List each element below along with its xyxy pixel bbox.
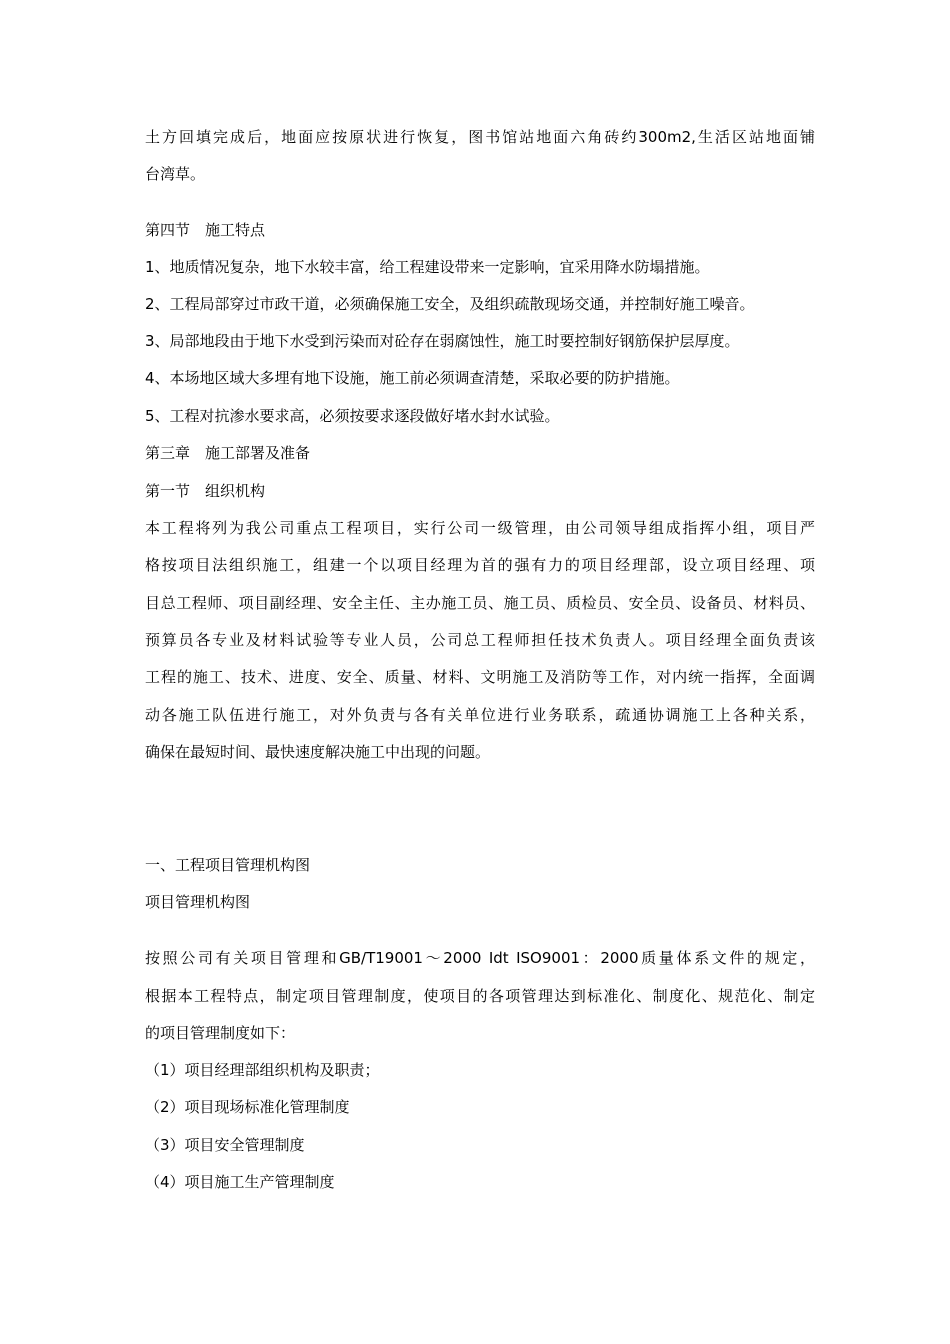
paragraph-line: 本工程将列为我公司重点工程项目，实行公司一级管理，由公司领导组成指挥小组，项目严	[145, 519, 815, 537]
paragraph-line: 根据本工程特点，制定项目管理制度，使项目的各项管理达到标准化、制度化、规范化、制定	[145, 987, 815, 1005]
paragraph-line: 确保在最短时间、最快速度解决施工中出现的问题。	[145, 743, 491, 761]
paragraph-line: 按照公司有关项目管理和GB/T19001～2000 Idt ISO9001：2000质量体系文件的规定，	[145, 949, 815, 967]
subheading: 一、工程项目管理机构图	[145, 856, 311, 874]
feature-item: 2、工程局部穿过市政干道，必须确保施工安全，及组织疏散现场交通，并控制好施工噪音。	[145, 295, 755, 313]
feature-item: 5、工程对抗渗水要求高，必须按要求逐段做好堵水封水试验。	[145, 407, 560, 425]
paragraph-line: 目总工程师、项目副经理、安全主任、主办施工员、施工员、质检员、安全员、设备员、材料员、	[145, 594, 815, 612]
list-item: （2）项目现场标准化管理制度	[145, 1098, 350, 1116]
paragraph-line: 土方回填完成后，地面应按原状进行恢复，图书馆站地面六角砖约300m2,生活区站地面铺	[145, 128, 815, 146]
paragraph-line: 台湾草。	[145, 165, 206, 183]
paragraph-line: 的项目管理制度如下：	[145, 1024, 296, 1042]
list-item: （4）项目施工生产管理制度	[145, 1173, 335, 1191]
list-item: （1）项目经理部组织机构及职责；	[145, 1061, 380, 1079]
paragraph-line: 预算员各专业及材料试验等专业人员，公司总工程师担任技术负责人。项目经理全面负责该	[145, 631, 815, 649]
chapter-heading: 第三章 施工部署及准备	[145, 444, 311, 462]
feature-item: 4、本场地区域大多埋有地下设施，施工前必须调查清楚，采取必要的防护措施。	[145, 369, 680, 387]
feature-item: 1、地质情况复杂，地下水较丰富，给工程建设带来一定影响，宜采用降水防塌措施。	[145, 258, 710, 276]
list-item: （3）项目安全管理制度	[145, 1136, 305, 1154]
section-heading: 第四节 施工特点	[145, 221, 266, 239]
paragraph-line: 格按项目法组织施工，组建一个以项目经理为首的强有力的项目经理部，设立项目经理、项	[145, 556, 815, 574]
subheading: 项目管理机构图	[145, 893, 251, 911]
paragraph-line: 工程的施工、技术、进度、安全、质量、材料、文明施工及消防等工作，对内统一指挥，全面调	[145, 668, 815, 686]
feature-item: 3、局部地段由于地下水受到污染而对砼存在弱腐蚀性，施工时要控制好钢筋保护层厚度。	[145, 332, 740, 350]
section-heading: 第一节 组织机构	[145, 482, 266, 500]
paragraph-line: 动各施工队伍进行施工，对外负责与各有关单位进行业务联系，疏通协调施工上各种关系，	[145, 706, 815, 724]
